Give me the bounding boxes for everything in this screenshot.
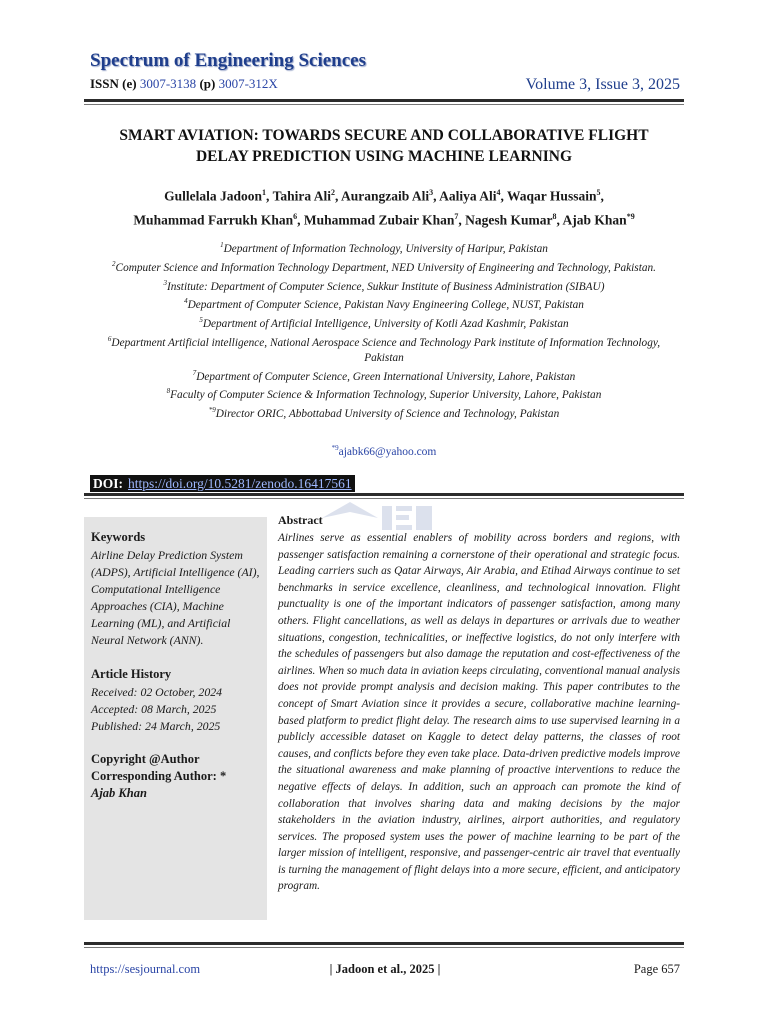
doi-link[interactable]: https://doi.org/10.5281/zenodo.16417561 (126, 475, 355, 492)
affiliation (100, 403, 668, 422)
affiliation-sup: 3 (163, 278, 167, 287)
affiliation (100, 294, 668, 313)
keywords-heading: Keywords (91, 530, 146, 544)
author-sup: 1 (262, 188, 267, 197)
affiliation (100, 238, 668, 257)
doi-label: DOI: (90, 475, 126, 492)
author-sup: *9 (626, 211, 635, 221)
author-sup: 7 (454, 211, 459, 221)
journal-name: Spectrum of Engineering Sciences (90, 50, 367, 71)
affiliation-sup: 4 (184, 297, 188, 306)
affiliation-sup: 8 (166, 387, 171, 396)
author-name: Muhammad Farrukh Khan (133, 212, 294, 227)
author-name: Gullelala Jadoon (164, 188, 263, 204)
author-sup: 2 (330, 188, 335, 197)
affiliation-text: Computer Science and Information Technology Department, NED University of Engineering and Technology, Pakistan. (115, 261, 656, 274)
journal-watermark-logo (320, 498, 440, 534)
email-link[interactable]: ajabk66@yahoo.com (338, 445, 437, 458)
author-sup: 4 (496, 188, 501, 197)
abstract-heading: Abstract (278, 513, 323, 527)
affiliation-text: Director ORIC, Abbottabad University of Science and Technology, Pakistan (215, 407, 560, 420)
history-heading: Article History (91, 667, 172, 681)
abstract-text: Airlines serve as essential enablers of mobility across borders and regions, with passenger satisfaction remaining a cornerstone of their operational and strategic focus. Leading carriers such as Qatar Airways, Air Arabia, and Etihad Airways continue to set benchmarks in service excellence, cleanliness, and technological innovation. Flight punctuality is one of the important indicators of passenger satisfaction, among many others. Flight cancellations, as well as delays in departures or arrivals due to weather situations, congestion, technicalities, or ineffective logistics, do not only interfere with the schedules of passengers but also damage the reputation and cost-effectiveness of the airlines. When so much data in aviation keeps circulating, conventional manual analysis does not provide prompt analysis and decision making. This paper contributes to the concept of Smart Aviation since it provides a secure, collaborative machine learning-based platform to predict flight delay. The research aims to use supervised learning in a publicly accessible dataset on Kaggle to detect delay patterns, the classes of root causes, and conflicts before they even take place. Data-driven predictive models improve the situational awareness and make planning of proactive interventions to reduce the negative effects of delays. In addition, such an approach can promote the kind of collaboration that involves sharing data and making decisions by the major stakeholders in the aviation industry, airlines, airport authorities, and regulatory services. The proposed system uses the power of machine learning to be part of the larger mission of intelligent, responsive, and passenger-centric air travel that eventually is turning the management of flight delays into a more secure, efficient, and anticipatory program. (278, 532, 680, 893)
issn-line (90, 76, 278, 92)
affiliation (100, 313, 668, 332)
doi-line (90, 476, 355, 492)
author-line-2: Muhammad Farrukh Khan$^6$, Muhammad Zubair Khan$^7$, Nagesh Kumar$^8$, Ajab Khan$^{*9}$ (133, 211, 635, 227)
footer-rule (84, 942, 684, 945)
author-name: Aaliya Ali (439, 188, 497, 204)
author-name: Muhammad Zubair Khan (303, 212, 455, 227)
accepted-date: Accepted: 08 March, 2025 (91, 702, 217, 716)
copyright: Copyright @Author (91, 752, 200, 766)
author-sup: 8 (552, 211, 557, 221)
affiliation-sup: 7 (192, 368, 197, 377)
affiliation-list (100, 238, 668, 422)
volume-issue: Volume 3, Issue 3, 2025 (525, 76, 680, 93)
affiliation-sup: 1 (220, 241, 224, 249)
author-sup: 6 (293, 211, 298, 221)
issn-print-prefix: (p) (199, 76, 216, 91)
author-name: Aurangzaib Ali (340, 188, 430, 204)
paper-title (84, 125, 684, 167)
email-sup: *9 (331, 444, 339, 452)
header-rule-thin (84, 104, 684, 105)
affiliation-sup: 6 (107, 334, 112, 343)
affiliation (100, 366, 668, 385)
title-line-1: SMART AVIATION: TOWARDS SECURE AND COLLABORATIVE FLIGHT (119, 127, 649, 144)
affiliation-sup: 5 (199, 316, 203, 325)
issn-electronic[interactable]: 3007-3138 (139, 76, 197, 91)
author-list (84, 183, 684, 230)
author-name: Ajab Khan (562, 212, 627, 227)
keywords-text: Airline Delay Prediction System (ADPS), Artificial Intelligence (AI), Computational Intelligence Approaches (CIA), Machine Learning (ML), and Artificial Neural Network (ANN). (91, 548, 260, 647)
affiliation (100, 332, 668, 366)
affiliation (100, 257, 668, 276)
affiliation (100, 384, 668, 403)
corresponding-name: Ajab Khan (91, 786, 147, 800)
author-line-1: Gullelala Jadoon$^1$, Tahira Ali$^2$, Aurangzaib Ali$^3$, Aaliya Ali$^4$, Waqar Hussain$^5$, (164, 188, 604, 204)
journal-url-link[interactable]: https://sesjournal.com (90, 962, 201, 976)
affiliation-text: Department Artificial intelligence, National Aerospace Science and Technology Park institute of Information Technology, Pakistan (111, 336, 661, 364)
affiliation-text: Department of Computer Science, Pakistan Navy Engineering College, NUST, Pakistan (187, 299, 584, 312)
author-sup: 3 (429, 188, 434, 197)
author-name: Nagesh Kumar (465, 212, 553, 227)
affiliation-text: Faculty of Computer Science & Information Technology, Superior University, Lahore, Pakistan (170, 389, 602, 402)
title-line-2: DELAY PREDICTION USING MACHINE LEARNING (195, 148, 573, 165)
doi-rule (84, 493, 684, 496)
author-name: Tahira Ali (272, 188, 331, 204)
published-date: Published: 24 March, 2025 (91, 719, 221, 733)
issn-print[interactable]: 3007-312X (218, 76, 278, 91)
affiliation-text: Department of Computer Science, Green International University, Lahore, Pakistan (196, 370, 576, 383)
affiliation-text: Institute: Department of Computer Science, Sukkur Institute of Business Administration (SIBAU) (167, 280, 605, 293)
page-number: Page 657 (633, 962, 680, 976)
author-sup: 5 (596, 188, 601, 197)
affiliation-sup: 2 (112, 259, 116, 268)
affiliation-text: Department of Information Technology, University of Haripur, Pakistan (223, 242, 548, 255)
footer-rule-thin (84, 947, 684, 948)
corresponding-label: Corresponding Author: * (91, 769, 227, 783)
article-info-sidebar (84, 517, 267, 920)
received-date: Received: 02 October, 2024 (91, 685, 223, 699)
affiliation-text: Department of Artificial Intelligence, University of Kotli Azad Kashmir, Pakistan (202, 317, 569, 330)
issn-prefix: ISSN (e) (90, 76, 137, 91)
affiliation-sup: *9 (208, 406, 216, 415)
author-name: Waqar Hussain (507, 188, 597, 204)
header-rule (84, 99, 684, 102)
footer-citation: | Jadoon et al., 2025 | (329, 962, 441, 976)
corresponding-email[interactable] (84, 444, 684, 458)
affiliation (100, 276, 668, 295)
